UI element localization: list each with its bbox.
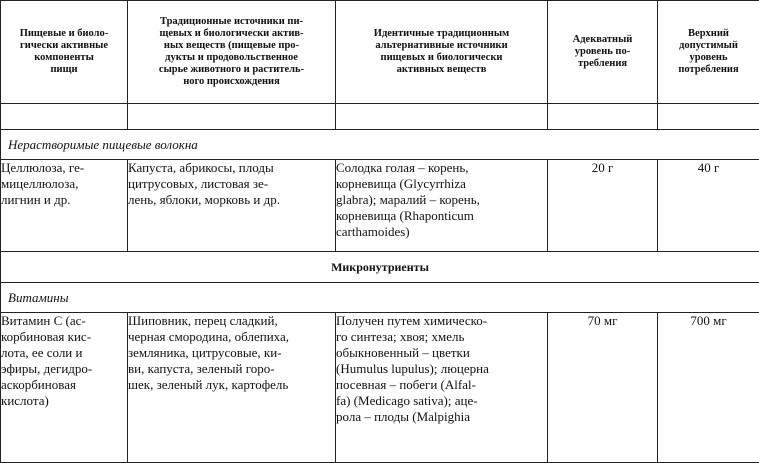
section-row-vitamins <box>1 283 759 313</box>
cell-component <box>1 313 128 463</box>
text-line: щевых и биологически актив- <box>128 28 335 40</box>
text-line: мицеллюлоза, <box>1 176 127 192</box>
text-line: ви, капуста, зеленый горо- <box>128 361 335 377</box>
section-row-fiber <box>1 130 759 160</box>
text-line: активных веществ <box>336 64 547 76</box>
cell-upper: 40 г <box>658 160 759 252</box>
header-upper-level <box>658 1 759 104</box>
text-line: корневища (Glycyrrhiza <box>336 176 547 192</box>
header-traditional-sources <box>128 1 336 104</box>
text-line: шек, зеленый лук, картофель <box>128 377 335 393</box>
text-line: уровень по- <box>548 46 657 58</box>
text-line: кислота) <box>1 393 127 409</box>
text-line: эфиры, дегидро- <box>1 361 127 377</box>
cell-component <box>1 160 128 252</box>
text-line: Получен путем химическо- <box>336 313 547 329</box>
cell-traditional <box>128 313 336 463</box>
text-line: Витамин С (ас- <box>1 313 127 329</box>
cell-adequate: 70 мг <box>548 313 658 463</box>
cell-adequate: 20 г <box>548 160 658 252</box>
text-line: альтернативные источники <box>336 40 547 52</box>
text-line: допустимый <box>658 40 759 52</box>
text-line: ных веществ (пищевые про- <box>128 40 335 52</box>
text-line: уровень <box>658 52 759 64</box>
text-line: glabra); маралий – корень, <box>336 192 547 208</box>
text-line: посевная – побеги (Alfal- <box>336 377 547 393</box>
text-line: лигнин и др. <box>1 192 127 208</box>
text-line: ного происхождения <box>128 76 335 88</box>
text-line: корневища (Rhaponticum <box>336 208 547 224</box>
text-line: корбиновая кис- <box>1 329 127 345</box>
text-line: требления <box>548 58 657 70</box>
header-adequate-level <box>548 1 658 104</box>
text-line: черная смородина, облепиха, <box>128 329 335 345</box>
text-line: рола – плоды (Malpighia <box>336 409 547 425</box>
text-line: пищевых и биологически <box>336 52 547 64</box>
text-line: сырье животного и раститель- <box>128 64 335 76</box>
header-alternative-sources <box>336 1 548 104</box>
text-line: пищи <box>1 64 127 76</box>
text-line: Капуста, абрикосы, плоды <box>128 160 335 176</box>
section-label-vitamins: Витамины <box>1 283 759 313</box>
text-line: Целлюлоза, ге- <box>1 160 127 176</box>
empty-row <box>1 104 759 130</box>
text-line: fa) (Medicago sativa); аце- <box>336 393 547 409</box>
text-line: гически активные <box>1 40 127 52</box>
empty-cell <box>658 104 759 130</box>
section-row-micronutrients <box>1 252 759 283</box>
empty-cell <box>1 104 128 130</box>
text-line: Традиционные источники пи- <box>128 16 335 28</box>
text-line: (Humulus lupulus); люцерна <box>336 361 547 377</box>
cell-upper: 700 мг <box>658 313 759 463</box>
text-line: Идентичные традиционным <box>336 28 547 40</box>
section-label-fiber: Нерастворимые пищевые волокна <box>1 130 759 160</box>
cell-traditional <box>128 160 336 252</box>
text-line: carthamoides) <box>336 224 547 240</box>
header-row <box>1 1 759 104</box>
text-line: Пищевые и биоло- <box>1 28 127 40</box>
header-component <box>1 1 128 104</box>
text-line: го синтеза; хвоя; хмель <box>336 329 547 345</box>
text-line: Шиповник, перец сладкий, <box>128 313 335 329</box>
text-line: обыкновенный – цветки <box>336 345 547 361</box>
text-line: земляника, цитрусовые, ки- <box>128 345 335 361</box>
text-line: Верхний <box>658 28 759 40</box>
text-line: потребления <box>658 64 759 76</box>
text-line: Адекватный <box>548 34 657 46</box>
section-label-micronutrients: Микронутриенты <box>1 252 759 283</box>
text-line: цитрусовых, листовая зе- <box>128 176 335 192</box>
empty-cell <box>336 104 548 130</box>
empty-cell <box>128 104 336 130</box>
text-line: лень, яблоки, морковь и др. <box>128 192 335 208</box>
empty-cell <box>548 104 658 130</box>
cell-alternative <box>336 313 548 463</box>
text-line: аскорбиновая <box>1 377 127 393</box>
text-line: дукты и продовольственное <box>128 52 335 64</box>
text-line: лота, ее соли и <box>1 345 127 361</box>
text-line: Солодка голая – корень, <box>336 160 547 176</box>
text-line: компоненты <box>1 52 127 64</box>
cell-alternative <box>336 160 548 252</box>
table-row-vitamin-c <box>1 313 759 463</box>
table-row-fiber <box>1 160 759 252</box>
